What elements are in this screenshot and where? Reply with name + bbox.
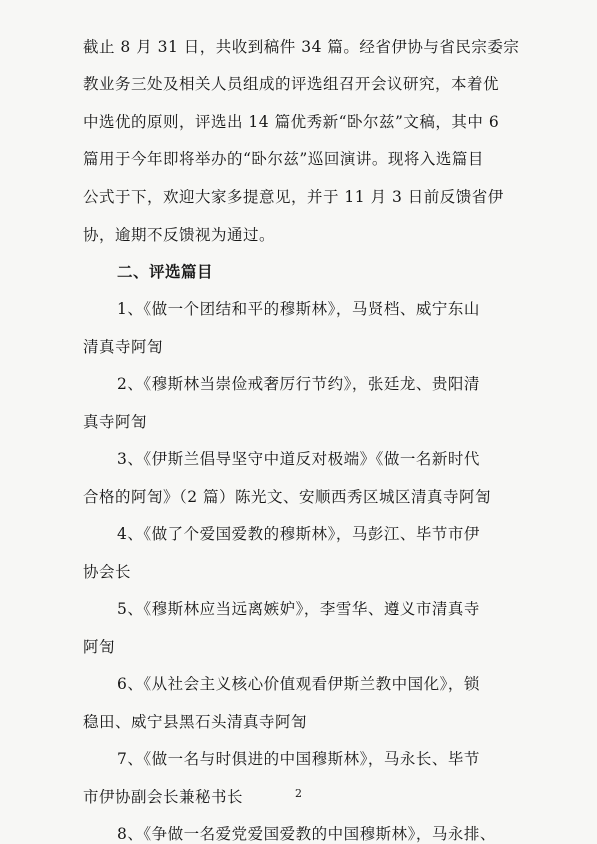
paragraph-line: 协，逾期不反馈视为通过。 [83, 226, 276, 244]
list-item-line: 协会长 [83, 563, 132, 581]
section-heading: 二、评选篇目 [117, 262, 214, 281]
paragraph-line: 截止 8 月 31 日，共收到稿件 34 篇。经省伊协与省民宗委宗 [83, 38, 520, 56]
list-item-line: 7、《做一名与时俱进的中国穆斯林》，马永长、毕节 [117, 750, 480, 768]
paragraph-line: 中选优的原则，评选出 14 篇优秀新“卧尔兹”文稿，其中 6 [83, 113, 500, 131]
list-item-line: 8、《争做一名爱党爱国爱教的中国穆斯林》，马永排、 [117, 825, 496, 843]
list-item-line: 合格的阿訇》（2 篇）陈光文、安顺西秀区城区清真寺阿訇 [83, 488, 492, 506]
list-item-line: 真寺阿訇 [83, 413, 148, 431]
list-item-line: 阿訇 [83, 638, 116, 656]
list-item-line: 6、《从社会主义核心价值观看伊斯兰教中国化》，锁 [117, 675, 480, 693]
paragraph-line: 篇用于今年即将举办的“卧尔兹”巡回演讲。现将入选篇目 [83, 150, 484, 168]
list-item-line: 稳田、威宁县黑石头清真寺阿訇 [83, 713, 308, 731]
page-number: 2 [295, 787, 302, 800]
list-item-line: 市伊协副会长兼秘书长 [83, 788, 244, 806]
list-item-line: 5、《穆斯林应当远离嫉妒》，李雪华、遵义市清真寺 [117, 600, 480, 618]
list-item-line: 2、《穆斯林当崇俭戒奢厉行节约》，张廷龙、贵阳清 [117, 375, 480, 393]
paragraph-line: 教业务三处及相关人员组成的评选组召开会议研究，本着优 [83, 75, 500, 93]
list-item-line: 清真寺阿訇 [83, 338, 164, 356]
paragraph-line: 公式于下，欢迎大家多提意见，并于 11 月 3 日前反馈省伊 [83, 188, 504, 206]
list-item-line: 3、《伊斯兰倡导坚守中道反对极端》《做一名新时代 [117, 450, 480, 468]
list-item-line: 1、《做一个团结和平的穆斯林》，马贤档、威宁东山 [117, 300, 480, 318]
list-item-line: 4、《做了个爱国爱教的穆斯林》，马彭江、毕节市伊 [117, 525, 480, 543]
